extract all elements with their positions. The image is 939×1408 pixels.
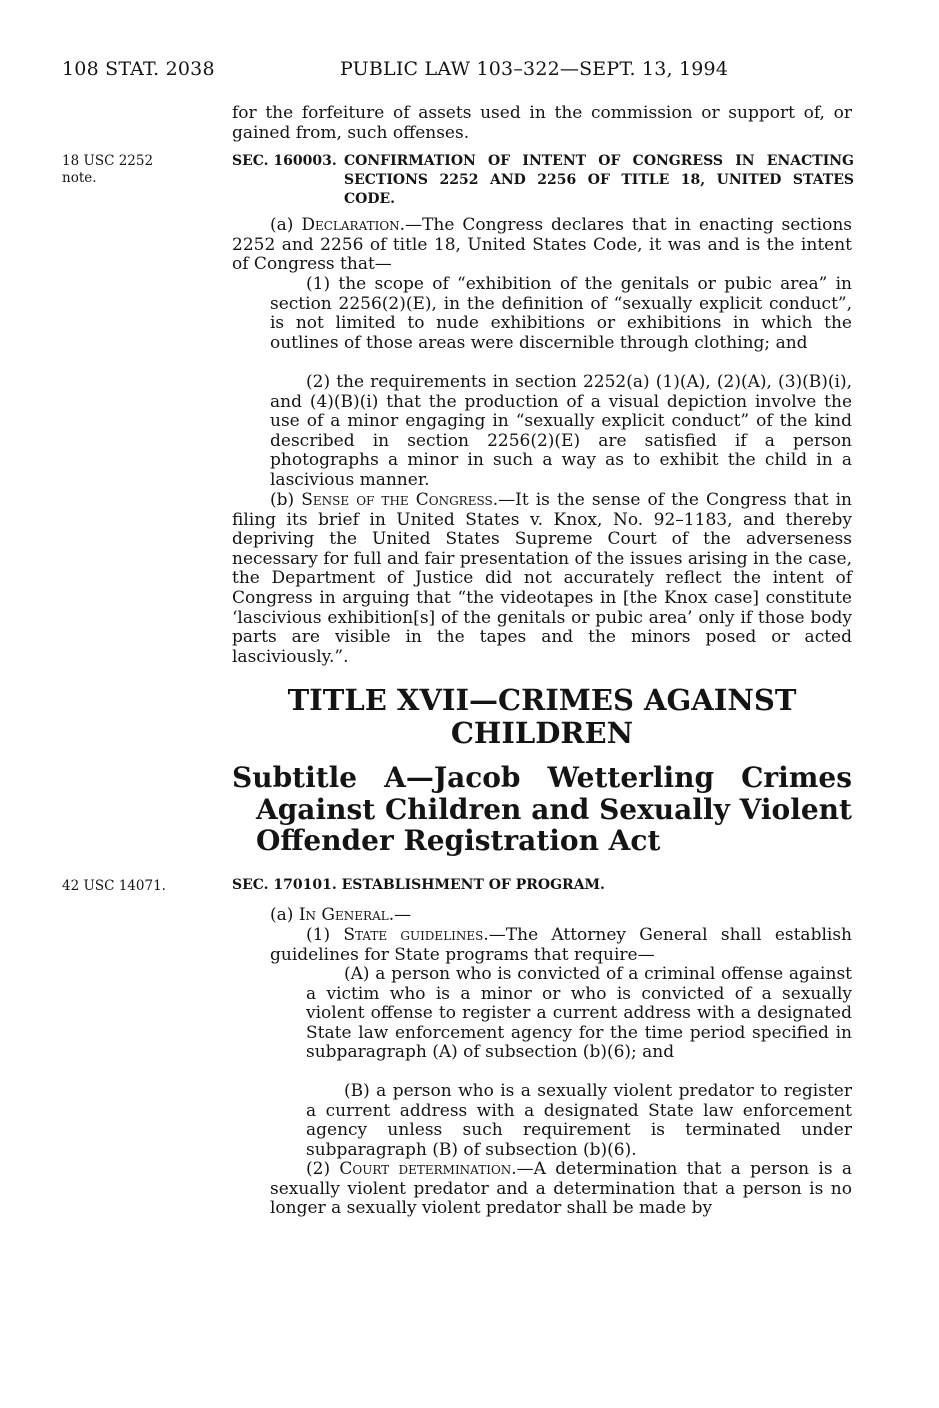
subsection-heading: Declaration xyxy=(301,215,400,235)
subparagraph-A: (A) a person who is convicted of a criminal offense against a victim who is a minor or who is convicted of a sexually violent offense to register a current address with a designated State law enforcement agency for the time period specified in subparagraph (A) of subsection (b)(6); and xyxy=(306,964,852,1063)
paragraph-1-state-guidelines xyxy=(270,926,852,965)
margin-note-line: 18 USC 2252 xyxy=(62,153,154,169)
subtitle-word: Wetterling xyxy=(547,761,715,794)
title-line: TITLE XVII—CRIMES AGAINST xyxy=(287,683,797,717)
title-heading xyxy=(232,684,852,750)
paragraph-2: (2) the requirements in section 2252(a) (1)(A), (2)(A), (3)(B)(i), and (4)(B)(i) that the production of a visual depiction involve the use of a minor engaging in “sexually explicit conduct” of the kind described in section 2256(2)(E) are satisfied if a person photographs a minor in such a way as to exhibit the child in a lascivious manner. xyxy=(270,372,852,490)
subparagraph-B: (B) a person who is a sexually violent predator to register a current address with a designated State law enforcement agency unless such requirement is terminated under subparagraph (B) of subsection (b)(6). xyxy=(306,1081,852,1160)
paragraph-1: (1) the scope of “exhibition of the genitals or pubic area” in section 2256(2)(E), in the definition of “sexually explicit conduct”, is not limited to nude exhibitions or exhibitions in which the outlines of those areas were discernible through clothing; and xyxy=(270,274,852,353)
subsection-b-sense xyxy=(232,491,852,667)
subtitle-word: Against xyxy=(256,792,376,826)
paragraph-label: (1) xyxy=(306,925,344,945)
subtitle-word: A—Jacob xyxy=(384,761,521,794)
subtitle-line: Offender Registration Act xyxy=(256,824,661,857)
subsection-text: .—The Congress declares that in enacting sections 2252 and 2256 of title 18, United States Code, it was and is the intent of Congress that— xyxy=(232,215,852,275)
subsection-heading: Sense of the Congress xyxy=(301,490,493,510)
subtitle-word: Children xyxy=(384,792,522,826)
subsection-heading: In General xyxy=(298,905,389,925)
paragraph-text: .—A determination that a person is a sexually violent predator and a determination that a person is no longer a sexually violent predator shall be made by xyxy=(270,1159,852,1219)
paragraph-text: .—The Attorney General shall establish guidelines for State programs that require— xyxy=(270,925,853,965)
margin-note-line: note. xyxy=(62,170,97,186)
subsection-text: .— xyxy=(388,905,412,925)
section-number: SEC. 160003. xyxy=(232,153,337,169)
paragraph-label: (2) xyxy=(306,1159,340,1179)
section-heading-170101: SEC. 170101. ESTABLISHMENT OF PROGRAM. xyxy=(232,877,605,893)
paragraph-heading: State guidelines xyxy=(343,925,484,945)
subsection-label: (a) xyxy=(270,215,302,235)
margin-note-42usc14071: 42 USC 14071. xyxy=(62,878,166,894)
subsection-a-in-general xyxy=(270,906,852,926)
subtitle-word: Sexually xyxy=(599,792,730,826)
subsection-label: (a) xyxy=(270,905,299,925)
section-title: CONFIRMATION OF INTENT OF CONGRESS IN ENACTING SECTIONS 2252 AND 2256 OF TITLE 18, UNITED STATES CODE. xyxy=(344,153,854,207)
page-reference: 108 STAT. 2038 xyxy=(62,58,215,80)
subsection-text: .—It is the sense of the Congress that in filing its brief in United States v. Knox, No. 92–1183, and thereby depriving the United States Supreme Court of the adverseness necessary for full and fair presentation of the issues arising in the case, the Department of Justice did not accurately reflect the intent of Congress in arguing that “the videotapes in [the Knox case] constitute ‘lascivious exhibition[s] of the genitals or pubic area’ only if those body parts are visible in the tapes and the minors posed or acted lasciviously.”. xyxy=(232,490,852,667)
paragraph-2-court-determination xyxy=(270,1160,852,1219)
subtitle-word: Crimes xyxy=(741,761,852,794)
subtitle-word: Violent xyxy=(739,792,852,826)
subtitle-word: Subtitle xyxy=(232,761,358,794)
law-reference: PUBLIC LAW 103–322—SEPT. 13, 1994 xyxy=(340,58,729,80)
paragraph-heading: Court determination xyxy=(339,1159,512,1179)
subsection-label: (b) xyxy=(270,490,302,510)
title-line: CHILDREN xyxy=(450,716,634,750)
subtitle-heading xyxy=(232,762,852,857)
subsection-a-declaration xyxy=(232,216,852,275)
subtitle-word: and xyxy=(531,792,590,826)
intro-paragraph: for the forfeiture of assets used in the commission or support of, or gained from, such offenses. xyxy=(232,103,852,143)
margin-note-18usc2252 xyxy=(62,153,153,187)
